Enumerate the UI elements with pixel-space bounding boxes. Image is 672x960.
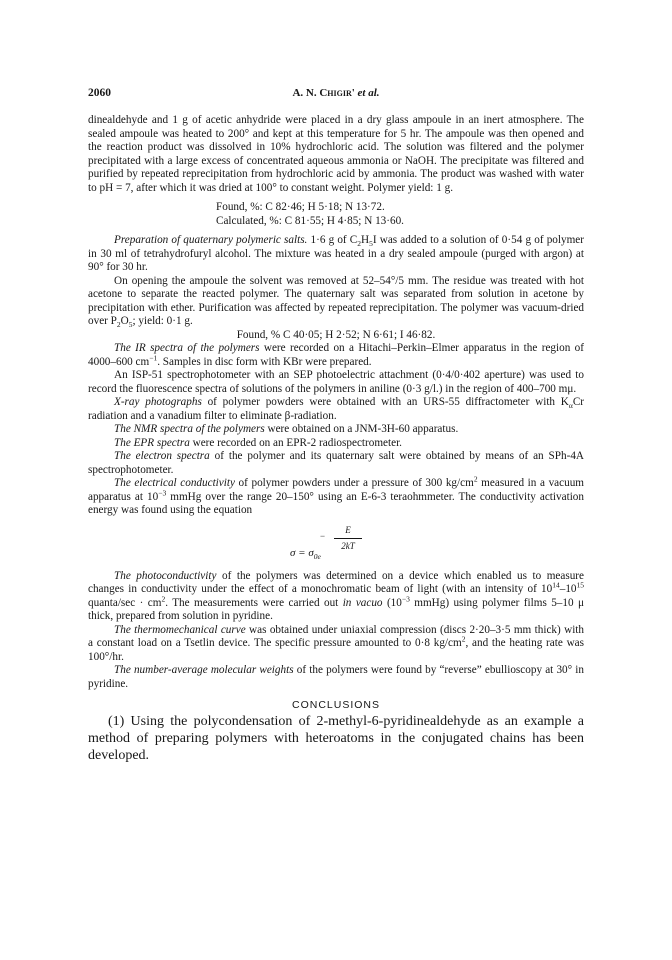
equation-denominator: 2kT	[341, 541, 355, 551]
text-run: of polymer powders were obtained with an URS-55 diffractometer with K	[201, 396, 569, 408]
text-run: (10	[382, 596, 402, 609]
superscript: 2	[473, 474, 478, 484]
subscript: 0e	[313, 551, 321, 561]
paragraph-lead: The thermomechanical curve	[114, 623, 246, 636]
text-run: of the polymer and its quaternary salt were obtained by means of an SPh-4A spectrophotometer.	[88, 450, 584, 476]
paragraph-photoconductivity	[88, 570, 584, 624]
equation-exponent	[328, 524, 368, 554]
paragraph-epr	[88, 437, 584, 451]
running-head-author: A. N. Chigir'	[292, 87, 355, 99]
found-analysis-2: Found, % C 40·05; H 2·52; N 6·61; I 46·82.	[236, 328, 436, 341]
text-run: Cr radiation and a vanadium filter to eliminate β-radiation.	[88, 396, 584, 422]
conductivity-equation	[88, 522, 584, 562]
text-run: –10	[559, 583, 577, 595]
paragraph-thermomechanical	[88, 624, 584, 665]
text-run: of polymer powders under a pressure of 300 kg/cm	[234, 477, 474, 489]
fraction-bar	[334, 538, 362, 539]
paragraph-quaternary-salts	[88, 234, 584, 275]
paragraph-conductivity	[88, 474, 584, 518]
text-run: ; yield: 0·1 g.	[132, 315, 193, 327]
superscript: 2	[461, 634, 466, 644]
text-run: On opening the ampoule the solvent was removed at 52–54°/5 mm. The residue was treated with hot acetone to separate the reacted polymer. The quaternary salt was separated from solution in acetone by precipitation with ether. Purification was affected by repeated reprecipitation. The polymer was vacuum-dried over P	[88, 274, 584, 327]
page-number: 2060	[88, 87, 111, 99]
subscript: 5	[128, 320, 133, 330]
text-run: were recorded on a Hitachi–Perkin–Elmer apparatus in the region of 4000–600 cm	[88, 342, 584, 368]
paragraph-molecular-weights	[88, 664, 584, 691]
superscript: −3	[158, 487, 167, 497]
found-analysis-1: Found, %: C 82·46; H 5·18; N 13·72.	[216, 201, 385, 213]
text-run: were recorded on an EPR-2 radiospectrometer.	[189, 436, 402, 449]
calculated-analysis-1: Calculated, %: C 81·55; H 4·85; N 13·60.	[216, 214, 404, 227]
text-run: was obtained under uniaxial compression (discs 2·20–3·5 mm thick) with a constant load on a Tsetlin device. The specific pressure amounted to 0·8 kg/cm	[88, 623, 585, 649]
subscript: 5	[369, 239, 373, 249]
text-run: were obtained on a JNM-3H-60 apparatus.	[264, 423, 459, 435]
paragraph-nmr	[88, 423, 584, 437]
text-run: I was added to a solution of 0·54 g of polymer in 30 ml of tetrahydrofuryl alcohol. The mixture was heated in a dry sealed ampoule (purged with argon) at 90° for 30 hr.	[88, 234, 584, 273]
page-header	[88, 87, 584, 103]
italic-phrase: in vacuo	[342, 596, 383, 609]
text-run: , and the heating rate was 100°/hr.	[88, 637, 584, 663]
text-run: 1·6 g of C	[307, 234, 358, 246]
conclusions-heading: CONCLUSIONS	[291, 699, 380, 711]
text-run: of the polymers were found by “reverse” ebullioscopy at 30° in pyridine.	[88, 664, 585, 690]
paragraph-lead: The electron spectra	[114, 450, 210, 462]
paragraph-lead: The EPR spectra	[114, 436, 190, 449]
paragraph-opening-ampoule	[88, 275, 584, 329]
superscript: −1	[149, 352, 158, 362]
paragraph-lead: Preparation of quaternary polymeric salts.	[114, 234, 308, 246]
paragraph-lead: The number-average molecular weights	[114, 664, 294, 676]
paragraph-xray	[88, 396, 584, 423]
running-head-et-al: et al.	[357, 87, 380, 99]
paragraph-lead: The NMR spectra of the polymers	[114, 423, 265, 435]
equation-minus: −	[320, 530, 326, 541]
paragraph-lead: The photoconductivity	[114, 569, 217, 582]
subscript: 2	[116, 320, 121, 330]
text-run: . The measurements were carried out	[165, 596, 343, 609]
paragraph-lead: The electrical conductivity	[114, 477, 235, 489]
text-run: O	[120, 315, 129, 327]
conclusion-item-1: (1) Using the polycondensation of 2-methyl-6-pyridinealdehyde as an example a method of preparing polymers with heteroatoms in the conjugated chains has been developed.	[88, 713, 584, 763]
paragraph-synthesis: dinealdehyde and 1 g of acetic anhydride were placed in a dry glass ampoule in an inert atmosphere. The sealed ampoule was heated to 200° and kept at this temperature for 5 hr. The ampoule was then opened and the reaction product was dissolved in 10% hydrochloric acid. The solution was filtered and the polymer precipitated with a large excess of concentrated aqueous ammonia or NaOH. The precipitate was filtered and purified by repeated reprecipitation from hydrochloric acid by ammonia. The product was washed with water to pH = 7, after which it was dried at 100° to constant weight. Polymer yield: 1 g.	[88, 114, 584, 194]
superscript: −3	[401, 593, 410, 603]
text-run: mmHg) using polymer films 5–10 μ thick, prepared from solution in pyridine.	[88, 596, 584, 622]
superscript: 14	[552, 580, 560, 590]
text-run: quanta/sec · cm	[88, 596, 162, 609]
superscript: 2	[161, 593, 166, 603]
equation-sigma: σ = σ	[290, 546, 314, 559]
text-run: . Samples in disc form with KBr were prepared.	[157, 355, 372, 368]
running-head	[88, 87, 584, 99]
text-run: H	[361, 234, 370, 246]
paragraph-lead: The IR spectra of the polymers	[114, 342, 260, 354]
text-run: mmHg over the range 20–150° using an E-6-3 teraohmmeter. The conductivity activation energy was found using the equation	[88, 490, 584, 516]
text-run: of the polymers was determined on a device which enabled us to measure changes in conductivity under the effect of a monochromatic beam of light (with an intensity of 10	[88, 569, 584, 595]
article-body	[88, 114, 584, 764]
text-run: measured in a vacuum apparatus at 10	[88, 477, 584, 503]
equation-lhs	[290, 547, 321, 561]
paragraph-electron-spectra	[88, 450, 584, 477]
paragraph-ir-spectra	[88, 342, 584, 369]
elemental-analysis-1	[88, 201, 584, 228]
superscript: 15	[576, 580, 584, 590]
equation-numerator: E	[345, 524, 351, 535]
subscript: 2	[357, 239, 362, 249]
subscript: α	[568, 401, 573, 411]
paragraph-fluorescence: An ISP-51 spectrophotometer with an SEP photoelectric attachment (0·4/0·402 aperture) was used to record the fluorescence spectra of solutions of the polymers in aniline (0·3 g/l.) in the region of 400–700 mμ.	[88, 369, 584, 395]
paragraph-lead: X-ray photographs	[114, 396, 202, 408]
